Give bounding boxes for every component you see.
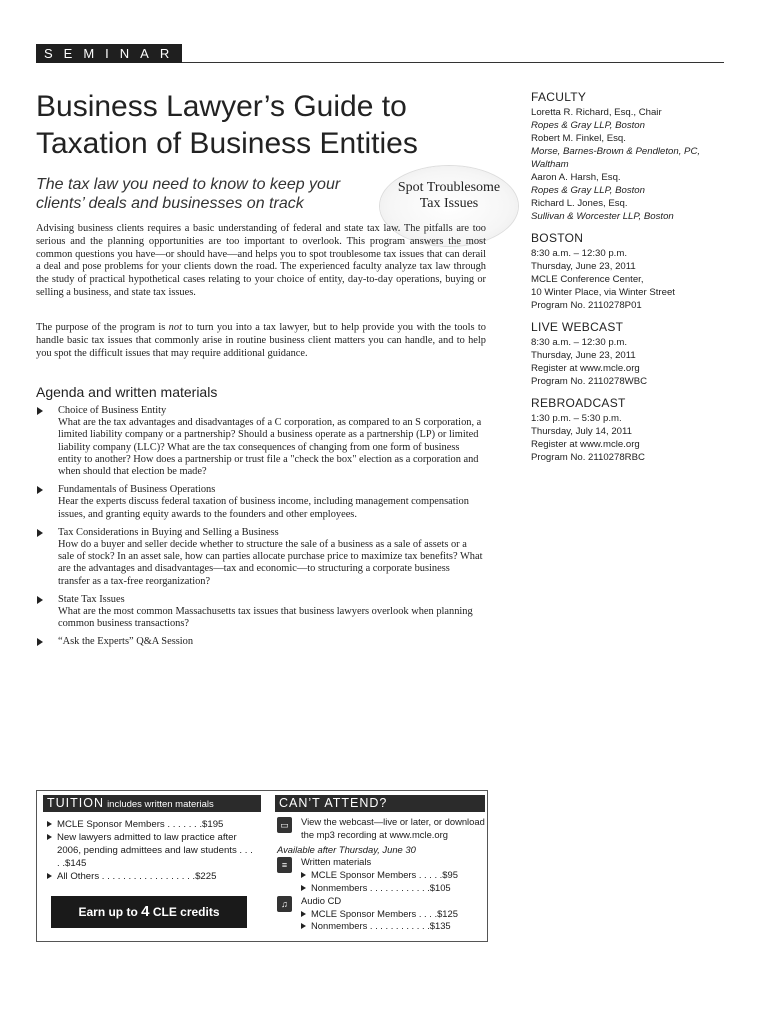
fee-text: All Others . . . . . . . . . . . . . . . . . .$225 — [57, 871, 217, 882]
faculty-line: Loretta R. Richard, Esq., Chair — [531, 107, 662, 118]
availability-note: Available after Thursday, June 30 — [277, 843, 416, 855]
credit-suffix: CLE credits — [149, 905, 220, 919]
intro-p2-end: to turn you into a tax lawyer, but to help provide you with the tools to handle basic tax issues that commonly arise in routine business client matters you can handle, and to help you spot the difficult issues that may require additional guidance. — [36, 322, 486, 359]
price-text: Nonmembers . . . . . . . . . . . .$135 — [311, 920, 451, 932]
title-line-1: Business Lawyer’s Guide to — [36, 90, 407, 123]
session-line: Thursday, June 23, 2011 — [531, 350, 636, 361]
agenda-item — [36, 594, 484, 631]
faculty-affiliation: Sullivan & Worcester LLP, Boston — [531, 211, 674, 222]
agenda-item-title: State Tax Issues — [58, 593, 125, 605]
faculty-heading: FACULTY — [531, 90, 587, 104]
bullet-arrow-icon — [47, 821, 52, 827]
fee-row — [47, 818, 257, 831]
bullet-arrow-icon — [47, 834, 52, 840]
bullet-arrow-icon — [37, 596, 43, 604]
price-row — [301, 882, 487, 895]
agenda-heading: Agenda and written materials — [36, 384, 218, 400]
agenda-item — [36, 636, 484, 648]
credit-prefix: Earn up to — [78, 905, 142, 919]
session-line: Thursday, July 14, 2011 — [531, 426, 632, 437]
webcast-option — [277, 816, 487, 842]
bullet-arrow-icon — [37, 529, 43, 537]
audio-cd-option — [277, 895, 487, 933]
session-line: 1:30 p.m. – 5:30 p.m. — [531, 413, 622, 424]
tuition-heading — [43, 795, 261, 812]
session-heading: BOSTON — [531, 231, 584, 245]
header-rule — [182, 62, 724, 63]
faculty-line: Aaron A. Harsh, Esq. — [531, 172, 621, 183]
session-line: Thursday, June 23, 2011 — [531, 261, 636, 272]
tuition-box — [36, 790, 488, 942]
session-line: 10 Winter Place, via Winter Street — [531, 287, 675, 298]
bullet-arrow-icon — [37, 638, 43, 646]
written-materials-option — [277, 856, 487, 894]
tuition-panel — [37, 791, 263, 941]
session-line: 8:30 a.m. – 12:30 p.m. — [531, 337, 627, 348]
fee-list — [47, 818, 257, 883]
title-line-2: Taxation of Business Entities — [36, 127, 418, 160]
faculty-line: Robert M. Finkel, Esq. — [531, 133, 626, 144]
faculty-affiliation: Waltham — [531, 159, 569, 170]
rebroadcast-session — [531, 396, 731, 464]
cle-credit-banner — [51, 896, 247, 928]
fee-text: New lawyers admitted to law practice after 2006, pending admittees and law students . . . . .$145 — [57, 832, 253, 869]
session-line: Program No. 2110278WBC — [531, 376, 648, 387]
headphones-icon: ♫ — [277, 896, 292, 912]
bullet-arrow-icon — [301, 923, 306, 929]
price-row — [301, 920, 487, 933]
audio-label: Audio CD — [301, 894, 342, 906]
faculty-affiliation: Ropes & Gray LLP, Boston — [531, 120, 645, 131]
bullet-arrow-icon — [301, 885, 306, 891]
cant-attend-options — [277, 816, 487, 933]
document-icon: ≡ — [277, 857, 292, 873]
session-line: 8:30 a.m. – 12:30 p.m. — [531, 248, 627, 259]
cant-attend-title: CAN’T ATTEND? — [279, 796, 388, 810]
agenda-item — [36, 484, 484, 521]
price-text: MCLE Sponsor Members . . . .$125 — [311, 907, 458, 919]
session-line: Register at www.mcle.org — [531, 439, 640, 450]
cant-attend-panel — [269, 791, 487, 941]
agenda-item-description: What are the tax advantages and disadvantages of a C corporation, as compared to an S corporation, a limited liability company or a partnership? Should a business operate as a partnership (LP) or limited liability company (LLC)? What are the tax consequences of changing from one form of business entity to another? How does a partnership or trust file a "check the box" election as a corporation and when should that election be made? — [58, 417, 482, 478]
price-text: Nonmembers . . . . . . . . . . . .$105 — [311, 881, 451, 893]
session-line: MCLE Conference Center, — [531, 274, 644, 285]
webcast-text: View the webcast—live or later, or download the mp3 recording at www.mcle.org — [301, 816, 485, 840]
faculty-affiliation: Ropes & Gray LLP, Boston — [531, 185, 645, 196]
session-line: Program No. 2110278P01 — [531, 300, 642, 311]
price-row — [301, 908, 487, 921]
agenda-item — [36, 405, 484, 478]
faculty-line: Richard L. Jones, Esq. — [531, 198, 628, 209]
session-heading: LIVE WEBCAST — [531, 320, 624, 334]
bullet-arrow-icon — [37, 486, 43, 494]
bullet-arrow-icon — [301, 872, 306, 878]
webcast-session — [531, 320, 731, 388]
agenda-item-description: Hear the experts discuss federal taxation of business income, including management compensation issues, and granting equity awards to the founders and other employees. — [58, 496, 469, 520]
cant-attend-heading — [275, 795, 485, 812]
price-row — [301, 869, 487, 882]
price-text: MCLE Sponsor Members . . . . .$95 — [311, 869, 458, 881]
page-title — [36, 88, 496, 162]
intro-p2-start: The purpose of the program is — [36, 322, 169, 333]
boston-session — [531, 231, 731, 312]
tuition-title: TUITION — [47, 796, 104, 810]
intro-p2-emphasis: not — [168, 322, 182, 333]
sidebar — [531, 90, 731, 472]
intro-paragraph-1 — [36, 223, 486, 300]
subtitle: The tax law you need to know to keep your clients’ deals and businesses on track — [36, 176, 341, 212]
agenda-list — [36, 405, 484, 655]
bullet-arrow-icon — [301, 911, 306, 917]
agenda-item-description: What are the most common Massachusetts tax issues that business lawyers overlook when planning common business transactions? — [58, 606, 473, 630]
badge-text: Spot Troublesome Tax Issues — [397, 180, 501, 211]
fee-text: MCLE Sponsor Members . . . . . . .$195 — [57, 819, 224, 830]
tuition-note: includes written materials — [107, 799, 214, 810]
fee-row — [47, 831, 257, 870]
intro-p1-text: Advising business clients requires a basic understanding of federal and state tax law. The pitfalls are too serious and the planning opportunities are too important to overlook. This program answers the most common questions you have—or should have—and helps you to spot troublesome tax issues that can derail a deal and pose problems for your clients down the road. The experienced faculty analyze tax law through the study of practical hypothetical cases relating to your choice of entity, day-to-day operations, buying or selling a business, and state tax issues. — [36, 223, 486, 298]
agenda-item-title: “Ask the Experts” Q&A Session — [58, 636, 194, 648]
faculty-block — [531, 90, 731, 223]
faculty-affiliation: Morse, Barnes-Brown & Pendleton, PC, — [531, 146, 701, 157]
monitor-icon: ▭ — [277, 817, 292, 833]
bullet-arrow-icon — [47, 873, 52, 879]
bullet-arrow-icon — [37, 407, 43, 415]
agenda-item-title: Tax Considerations in Buying and Selling a Business — [58, 526, 279, 538]
intro-paragraph-2 — [36, 322, 486, 360]
agenda-item-title: Choice of Business Entity — [58, 405, 167, 416]
session-heading: REBROADCAST — [531, 396, 626, 410]
session-line: Register at www.mcle.org — [531, 363, 640, 374]
credit-number: 4 — [141, 903, 150, 920]
written-label: Written materials — [301, 856, 372, 868]
session-line: Program No. 2110278RBC — [531, 452, 645, 463]
agenda-item — [36, 527, 484, 588]
agenda-item-description: How do a buyer and seller decide whether to structure the sale of a business as a sale of assets or a sale of stock? In an asset sale, how can parties allocate purchase price to maximize tax benefits? What are the advantages and disadvantages—tax and economic—to structuring a corporate business transfer as a tax-free reorganization? — [58, 539, 483, 587]
seminar-label: SEMINAR — [36, 44, 182, 63]
agenda-item-title: Fundamentals of Business Operations — [58, 484, 216, 496]
fee-row — [47, 870, 257, 883]
